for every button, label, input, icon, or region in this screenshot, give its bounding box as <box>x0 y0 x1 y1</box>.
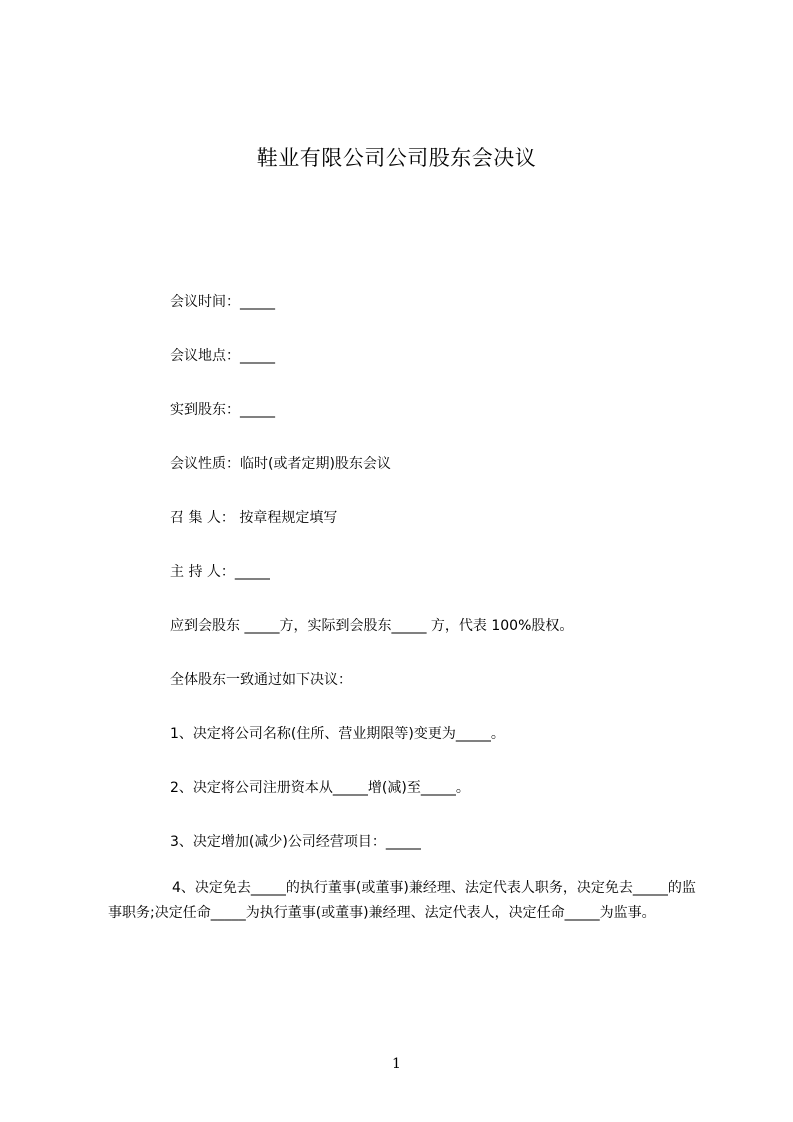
resolution-item-2: 2、决定将公司注册资本从_____增(减)至_____。 <box>170 780 470 796</box>
meeting-time-line: 会议时间：_____ <box>170 294 275 310</box>
resolution-item-3: 3、决定增加(减少)公司经营项目：_____ <box>170 834 421 850</box>
chairperson-line: 主 持 人：_____ <box>170 564 270 580</box>
attending-shareholders-line: 实到股东：_____ <box>170 402 275 418</box>
resolution-item-1: 1、决定将公司名称(住所、营业期限等)变更为_____。 <box>170 726 505 742</box>
meeting-place-line: 会议地点：_____ <box>170 348 275 364</box>
resolution-intro-line: 全体股东一致通过如下决议： <box>170 672 352 688</box>
meeting-nature-line: 会议性质：临时(或者定期)股东会议 <box>170 456 391 472</box>
convener-line: 召 集 人： 按章程规定填写 <box>170 510 338 526</box>
attendance-line: 应到会股东 _____方，实际到会股东_____ 方，代表 100%股权。 <box>170 618 574 634</box>
resolution-item-4-text: 4、决定免去_____的执行董事(或董事)兼经理、法定代表人职务，决定免去_____的监事职务;决定任命_____为执行董事(或董事)兼经理、法定代表人，决定任命_____为监事。 <box>108 880 696 921</box>
page-number: 1 <box>392 1056 401 1072</box>
document-title: 鞋业有限公司公司股东会决议 <box>256 146 537 170</box>
resolution-item-4 <box>108 876 698 926</box>
